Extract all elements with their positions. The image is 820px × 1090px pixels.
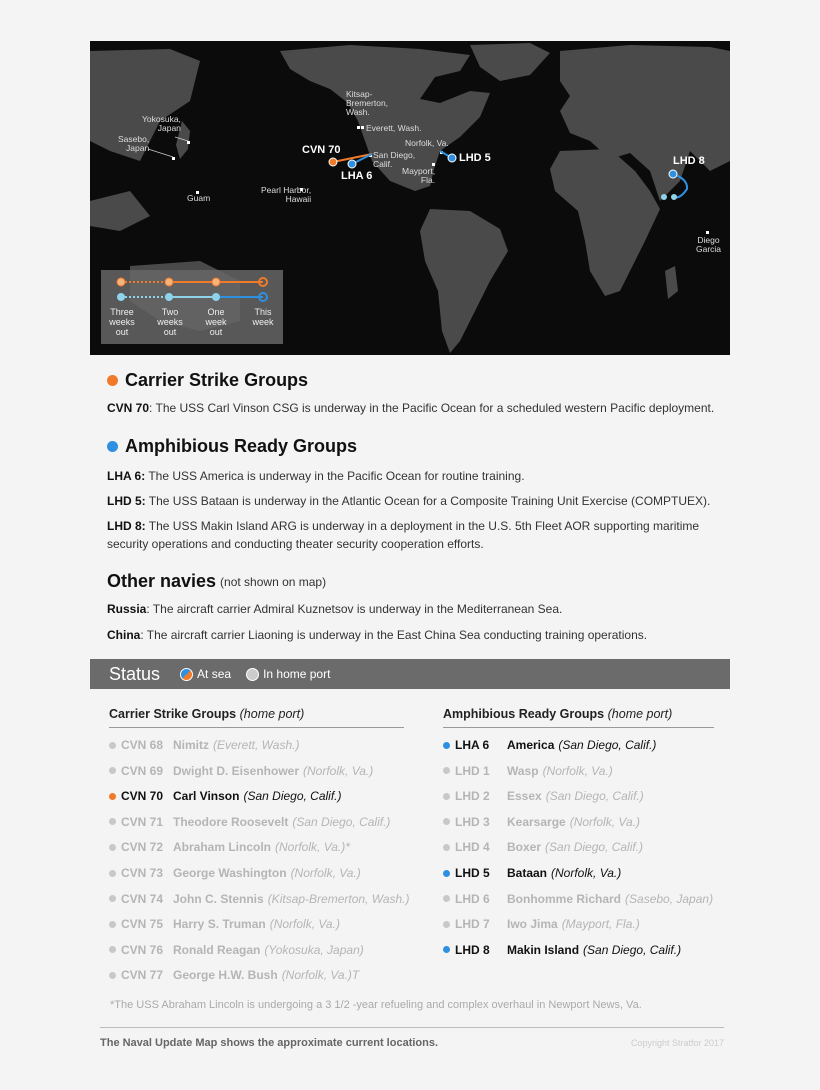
ship-name: Bonhomme Richard xyxy=(507,891,622,906)
status-dot-icon xyxy=(443,767,450,774)
amphib-item-text: The USS Bataan is underway in the Atlantic Ocean for a Composite Training Unit Exercise (COMPTUEX). xyxy=(145,494,711,508)
other-item-code: Russia xyxy=(107,602,147,616)
table-row xyxy=(443,839,643,855)
carrier-table-title: Carrier Strike Groups xyxy=(109,707,237,721)
legend-orange-dot-2 xyxy=(165,278,173,286)
amphib-item-lhd5 xyxy=(107,492,727,510)
ship-label-cvn70: CVN 70 xyxy=(302,144,341,156)
hull-number: LHD 2 xyxy=(455,789,490,804)
table-row xyxy=(109,916,340,932)
hull-number: LHD 3 xyxy=(455,814,490,829)
home-port: (San Diego, Calif.) xyxy=(292,814,391,829)
ship-name: Theodore Roosevelt xyxy=(173,814,289,829)
carrier-section-heading xyxy=(107,370,727,391)
table-row xyxy=(443,814,640,830)
ship-name: Harry S. Truman xyxy=(173,917,266,932)
port-label-sandiego: San Diego, Calif. xyxy=(373,150,416,169)
hull-number: CVN 75 xyxy=(121,917,164,932)
legend-label-three-weeks: Three weeks out xyxy=(109,307,135,337)
amphib-section-heading xyxy=(107,436,727,457)
home-port: (San Diego, Calif.) xyxy=(545,840,644,855)
port-marker-kitsap xyxy=(357,126,360,129)
amphib-table-note: (home port) xyxy=(607,707,673,721)
status-dot-icon xyxy=(443,946,450,953)
legend-blue-dot-2 xyxy=(165,293,173,301)
hull-number: LHA 6 xyxy=(455,738,490,752)
other-item-code: China xyxy=(107,628,141,642)
lhd5-marker xyxy=(448,154,456,162)
legend-label-two-weeks: Two weeks out xyxy=(157,307,183,337)
port-marker-yokosuka xyxy=(187,141,190,144)
other-item-text: : The aircraft carrier Admiral Kuznetsov is underway in the Mediterranean Sea. xyxy=(146,602,563,616)
carrier-item-text: : The USS Carl Vinson CSG is underway in the Pacific Ocean for a scheduled western Pacific deployment. xyxy=(149,401,715,415)
status-dot-icon xyxy=(443,793,450,800)
legend-orange-dot-3 xyxy=(212,278,220,286)
footer-text: The Naval Update Map shows the approximate current locations. xyxy=(100,1037,439,1049)
status-dot-icon xyxy=(109,742,116,749)
other-section-heading xyxy=(107,571,727,592)
home-port: (San Diego, Calif.) xyxy=(558,738,657,752)
ship-name: Abraham Lincoln xyxy=(173,840,272,855)
legend-label-one-week: One week out xyxy=(205,307,227,337)
port-marker-sasebo xyxy=(172,157,175,160)
north-america-land xyxy=(280,45,490,191)
amphib-item-text: The USS America is underway in the Pacific Ocean for routine training. xyxy=(145,469,525,483)
home-port-label: In home port xyxy=(263,667,331,681)
home-port: (Norfolk, Va.) xyxy=(542,763,613,778)
table-row xyxy=(443,763,613,779)
hull-number: CVN 70 xyxy=(121,789,164,804)
south-america-land xyxy=(420,209,508,353)
home-port: (San Diego, Calif.) xyxy=(545,789,644,804)
table-row xyxy=(109,967,359,983)
status-dot-icon xyxy=(109,946,116,953)
lha6-marker xyxy=(348,160,356,168)
legend-blue-dot-3 xyxy=(212,293,220,301)
legend-blue-dot-1 xyxy=(117,293,125,301)
status-dot-icon xyxy=(109,870,116,877)
port-label-sasebo: Sasebo, Japan xyxy=(118,134,150,153)
home-port: (Norfolk, Va.) xyxy=(303,763,374,778)
blue-dot-icon xyxy=(107,441,118,452)
other-section xyxy=(107,571,727,644)
cvn70-marker xyxy=(329,158,337,166)
amphib-section-title: Amphibious Ready Groups xyxy=(125,436,358,456)
port-marker-everett xyxy=(361,126,364,129)
home-port: (Norfolk, Va.)* xyxy=(275,840,350,855)
status-dot-icon xyxy=(443,844,450,851)
home-port: (Norfolk, Va.) xyxy=(269,917,340,932)
carrier-section xyxy=(107,370,727,417)
home-port: (Kitsap-Bremerton, Wash.) xyxy=(267,891,410,906)
hull-number: LHD 6 xyxy=(455,891,490,906)
table-row xyxy=(109,763,373,779)
status-dot-icon xyxy=(109,818,116,825)
ship-name: Dwight D. Eisenhower xyxy=(173,763,300,778)
ship-label-lhd5: LHD 5 xyxy=(459,152,491,164)
home-port: (Norfolk, Va.)T xyxy=(281,968,360,983)
home-port: (Mayport, Fla.) xyxy=(561,917,640,932)
port-label-pearl: Pearl Harbor, Hawaii xyxy=(261,185,312,204)
footer-divider xyxy=(100,1027,724,1028)
table-row xyxy=(109,891,410,907)
table-row xyxy=(443,788,644,804)
status-dot-icon xyxy=(109,895,116,902)
amphib-item-code: LHA 6: xyxy=(107,469,146,483)
ship-name: Bataan xyxy=(507,866,548,880)
hull-number: CVN 69 xyxy=(121,763,164,778)
hull-number: LHD 4 xyxy=(455,840,490,855)
status-dot-icon xyxy=(443,742,450,749)
port-label-diego: Diego Garcia xyxy=(696,235,722,254)
ship-name: Carl Vinson xyxy=(173,789,240,804)
status-dot-icon xyxy=(109,793,116,800)
ship-name: John C. Stennis xyxy=(173,891,264,906)
amphib-item-code: LHD 5: xyxy=(107,494,146,508)
hull-number: CVN 68 xyxy=(121,738,164,752)
home-port: (Everett, Wash.) xyxy=(213,738,300,752)
hull-number: CVN 77 xyxy=(121,968,164,983)
home-port: (San Diego, Calif.) xyxy=(583,942,682,957)
lhd8-marker xyxy=(669,170,677,178)
status-dot-icon xyxy=(443,818,450,825)
amphib-item-lha6 xyxy=(107,467,727,485)
ship-name: Kearsarge xyxy=(507,814,566,829)
footnote: *The USS Abraham Lincoln is undergoing a 3 1/2 -year refueling and complex overhaul in Newport News, Va. xyxy=(110,999,642,1011)
home-port: (San Diego, Calif.) xyxy=(243,789,342,804)
amphib-item-text: The USS Makin Island ARG is underway in a deployment in the U.S. 5th Fleet AOR supporting maritime security operations and conducting theater security cooperation efforts. xyxy=(107,519,700,551)
legend-label-this-week: This week xyxy=(252,307,274,327)
hull-number: CVN 71 xyxy=(121,814,164,829)
at-sea-label: At sea xyxy=(197,667,232,681)
orange-dot-icon xyxy=(107,375,118,386)
world-map xyxy=(90,41,730,355)
carrier-table-header xyxy=(109,707,404,728)
table-row xyxy=(109,737,299,753)
other-item-china xyxy=(107,626,727,644)
table-row xyxy=(109,839,350,855)
hull-number: LHD 8 xyxy=(455,942,490,957)
table-row xyxy=(443,737,656,753)
port-label-yokosuka: Yokosuka, Japan xyxy=(142,114,181,133)
ship-name: Nimitz xyxy=(173,738,209,752)
home-port: (Yokosuka, Japan) xyxy=(264,942,364,957)
ship-name: George H.W. Bush xyxy=(173,968,278,983)
home-port: (Norfolk, Va.) xyxy=(290,866,361,880)
ship-name: America xyxy=(507,738,555,752)
ship-label-lhd8: LHD 8 xyxy=(673,155,705,167)
hull-number: LHD 1 xyxy=(455,763,490,778)
hull-number: CVN 72 xyxy=(121,840,164,855)
table-row xyxy=(443,916,640,932)
ship-name: Wasp xyxy=(507,763,539,778)
status-dot-icon xyxy=(109,972,116,979)
other-section-title: Other navies xyxy=(107,571,217,591)
other-section-note: (not shown on map) xyxy=(220,574,327,589)
lhd8-past-marker-1 xyxy=(661,194,667,200)
port-label-everett: Everett, Wash. xyxy=(366,123,422,133)
ship-name: Ronald Reagan xyxy=(173,942,261,957)
table-row xyxy=(443,891,713,907)
hull-number: CVN 73 xyxy=(121,866,164,880)
amphib-item-code: LHD 8: xyxy=(107,519,146,533)
table-row xyxy=(109,788,342,804)
hull-number: CVN 74 xyxy=(121,891,164,906)
carrier-section-title: Carrier Strike Groups xyxy=(125,370,309,390)
madagascar-land xyxy=(665,266,678,299)
at-sea-icon xyxy=(180,668,193,681)
lhd8-past-marker-2 xyxy=(671,194,677,200)
amphib-item-lhd8 xyxy=(107,517,717,553)
ship-label-lha6: LHA 6 xyxy=(341,170,373,182)
home-port: (Sasebo, Japan) xyxy=(625,891,714,906)
hull-number: CVN 76 xyxy=(121,942,164,957)
table-row xyxy=(109,942,364,958)
status-bar xyxy=(90,659,730,689)
status-title: Status xyxy=(109,663,161,684)
status-dot-icon xyxy=(109,767,116,774)
other-item-text: : The aircraft carrier Liaoning is underway in the East China Sea conducting training operations. xyxy=(140,628,648,642)
carrier-item-cvn70 xyxy=(107,399,727,417)
status-dot-icon xyxy=(109,921,116,928)
home-port-icon xyxy=(246,668,259,681)
ship-name: George Washington xyxy=(173,866,287,880)
ship-name: Boxer xyxy=(507,840,542,855)
port-marker-diego xyxy=(706,231,709,234)
amphib-section xyxy=(107,436,727,553)
port-label-mayport: Mayport, Fla. xyxy=(402,166,436,185)
copyright: Copyright Stratfor 2017 xyxy=(630,1038,724,1048)
status-dot-icon xyxy=(443,870,450,877)
home-port: (Norfolk, Va.) xyxy=(569,814,640,829)
hull-number: LHD 7 xyxy=(455,917,490,932)
africa-land xyxy=(550,149,660,296)
table-row xyxy=(443,865,621,881)
amphib-table-header xyxy=(443,707,714,728)
map-canvas xyxy=(90,41,730,355)
status-dot-icon xyxy=(443,895,450,902)
port-label-norfolk: Norfolk, Va. xyxy=(405,138,449,148)
table-row xyxy=(109,865,361,881)
amphib-table-title: Amphibious Ready Groups xyxy=(443,707,605,721)
table-row xyxy=(109,814,390,830)
other-item-russia xyxy=(107,600,727,618)
port-label-kitsap: Kitsap- Bremerton, Wash. xyxy=(346,89,389,117)
ship-name: Iwo Jima xyxy=(507,917,558,932)
status-dot-icon xyxy=(443,921,450,928)
ship-name: Essex xyxy=(507,789,542,804)
legend-orange-dot-1 xyxy=(117,278,125,286)
southeast-asia-land xyxy=(90,191,150,231)
greenland-land xyxy=(470,43,550,81)
carrier-item-code: CVN 70 xyxy=(107,401,150,415)
status-dot-icon xyxy=(109,844,116,851)
table-row xyxy=(443,942,681,958)
carrier-table-note: (home port) xyxy=(239,707,305,721)
home-port: (Norfolk, Va.) xyxy=(551,866,622,880)
port-label-guam: Guam xyxy=(187,193,211,203)
ship-name: Makin Island xyxy=(507,942,580,957)
hull-number: LHD 5 xyxy=(455,866,490,880)
